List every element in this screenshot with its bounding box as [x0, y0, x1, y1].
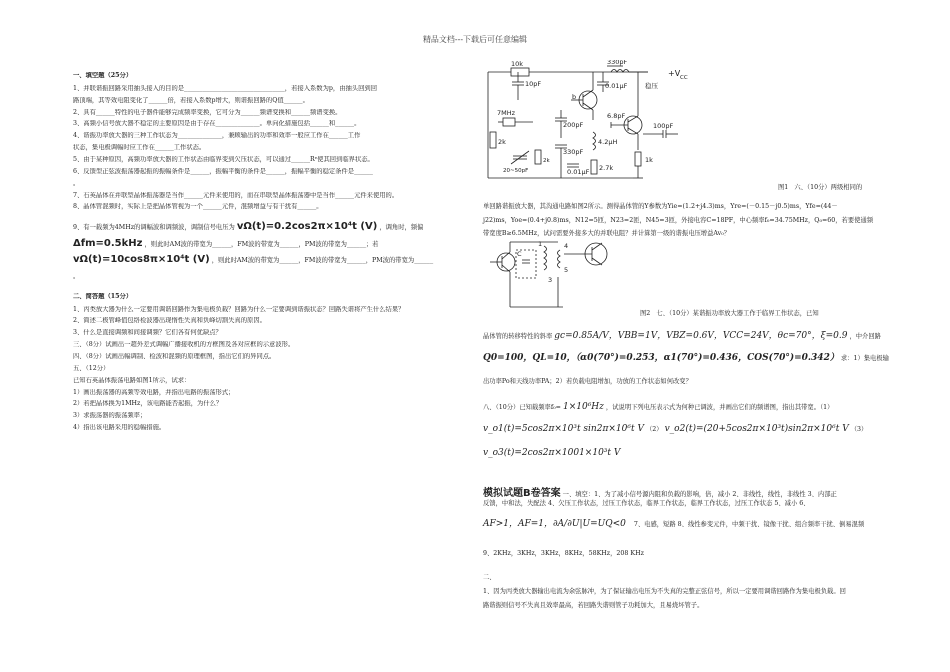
question-3: 3、高频小信号放大器不稳定的主要原因是由于存在______________。单向化措施包括______和______。 — [73, 120, 361, 128]
fig1-label-2k-left: 2k — [498, 138, 506, 146]
section-5-item-3: 3）求振荡器的振荡频率； — [73, 412, 147, 420]
answer-title: 模拟试题B卷答案 — [483, 488, 561, 499]
question-6b: 。 — [73, 179, 80, 187]
short-answer-3: 3、什么是直接调频和间接调频？它们各有何优缺点？ — [73, 329, 222, 337]
answer-line-3 — [483, 516, 864, 529]
answer-fill-in-1: 一、填空：1、为了减小信号源内阻和负载的影响，倍，减小 2、非线性，线性，非线性 3、内部正 — [562, 491, 837, 498]
fig1-label-001uf: 0.01μF — [605, 82, 628, 90]
answer-fill-in-2: 反馈，中和法，失配法 4、欠压工作状态，过压工作状态，临界工作状态，临界工作状态，过压工作状态 5、减小 6、 — [483, 500, 810, 507]
question-9a-end: ，调角时，频偏 — [379, 224, 424, 232]
answer-fill-in-3: 7、电感，短路 8、线性参变元件，中频干扰、镜像干扰、组合频率干扰、倒易混频 — [633, 521, 865, 528]
answer-short-1a: 1、因为丙类放大器输出电流为余弦脉冲，为了保证输出电压为不失真的完整正弦信号，所以一定要用调谐回路作为集电极负载。回 — [483, 588, 846, 595]
question-7-line-a — [483, 328, 881, 341]
question-6-text-b: j22)ms，Yoe=(0.4+j0.8)ms，N12=5匝，N23=2匝，N45=3匝，外接电容C=18PF，中心频率f₀=34.75MHz，Q₀=60，若要使通频 — [483, 217, 874, 224]
question-7-expr2: Q0=100，QL=10，（α0(70°)=0.253，α1(70°)=0.436，COS(70°)=0.342） — [483, 353, 839, 363]
answer-line-1 — [483, 484, 837, 499]
section-5-item-4: 4）指出该电路采用的稳幅措施。 — [73, 424, 166, 432]
section-4: 四、（8分）试画出幅调制、检波和混频的原理框图，指出它们的异同点。 — [73, 352, 276, 360]
question-7-line-b — [483, 350, 889, 363]
fig1-label-10k: 10k — [511, 60, 524, 68]
section-short-answer-title: 二、简答题（15分） — [73, 292, 133, 300]
question-9c — [73, 254, 468, 267]
question-8-eq2: v_o2(t)=(20+5cos2π×10³t)sin2π×10⁶t V — [664, 424, 849, 434]
fig2-label-1: 1 — [538, 240, 543, 248]
left-column — [73, 64, 468, 436]
question-9c-text: ，则此时AM波的带宽为______，FM波的带宽为______，PM波的带宽为______ — [211, 257, 434, 265]
section-fill-in-title: 一、填空题（25分） — [73, 72, 133, 79]
question-8-eq1: v_o1(t)=5cos2π×10³t sin2π×10⁶t V — [483, 424, 644, 434]
answer-short-1b: 路谐振则信号不失真且效率最高，若回路失谐则管子功耗加大，且易烧坏管子。 — [483, 602, 704, 609]
question-9b — [73, 238, 468, 251]
fig1-label-7mhz: 7MHz — [497, 109, 516, 117]
figure-2-caption: 图2 — [640, 310, 651, 317]
question-8-eq-line — [483, 424, 867, 434]
short-answer-2: 2、简述二极管峰值包络检波器出现惰性失真和负峰切割失真的原因。 — [73, 317, 266, 325]
fig2-label-4: 4 — [564, 242, 569, 250]
question-4a: 4、谐振功率放大器的三种工作状态为______________，兼顾输出的功率和效率一般应工作在______工作 — [73, 132, 361, 140]
short-answer-1: 1、丙类放大器为什么一定要用调谐回路作为集电极负载？回路为什么一定要调到谐振状态？回路失谐将产生什么结果？ — [73, 305, 405, 313]
section-5-item-2: 2）若把晶体换为1MHz，该电路能否起振，为什么？ — [73, 400, 223, 408]
section-5: 五、（12分） — [73, 364, 110, 372]
question-8: 8、晶体管混频时，实际上是把晶体管视为一个______元件，混频增益与有干扰有______。 — [73, 203, 323, 211]
question-9a — [73, 221, 468, 234]
question-7-text-b-end: 求：1）集电极输 — [840, 355, 889, 362]
fig1-label-27k: 2.7k — [599, 164, 614, 172]
question-8-text: ，试说明下列电压表示式为何种已调波，并画出它们的频谱图，指出其带宽。（1） — [605, 404, 834, 411]
question-8-eq1-num: （2） — [645, 426, 663, 433]
figure-1-caption-line — [778, 182, 862, 191]
section-3: 三、（8分）试画出一超外差式调幅广播接收机的方框图及各对应框的示意波形。 — [73, 341, 295, 349]
question-5: 5、由于某种原因，高频功率放大器的工作状态由临界变到欠压状态，可以通过______Rᵉ使其回到临界状态。 — [73, 156, 374, 164]
fig2-label-3: 3 — [548, 276, 553, 284]
fig1-label-trimmer: 20~50pF — [503, 168, 529, 174]
question-9-expr3: vΩ(t)=10cos8π×10⁴t (V) — [73, 254, 210, 266]
question-9b-text: ，则此时AM波的带宽为______，FM波的带宽为______，PM波的带宽为______；若 — [144, 240, 379, 248]
figure-2-caption-line — [640, 308, 819, 317]
question-8-line — [483, 402, 833, 412]
fig1-label-330pf-mid: 330pF — [563, 148, 584, 156]
question-7-expr1: gc=0.85A/V，VBB=1V，VBZ=0.6V，VCC=24V，θc=70°，ξ=0.9 — [554, 331, 848, 341]
fig1-label-vplus: +V — [668, 69, 681, 78]
fig1-label-1k: 1k — [645, 156, 653, 164]
question-8-eq2-num: （3） — [850, 426, 868, 433]
question-9d: 。 — [73, 272, 80, 280]
question-1b: 路顶端，其等效电阻变化了______倍，若接入系数p增大，则谐振回路的Q值______。 — [73, 96, 309, 104]
page-header: 精品文档---下载后可任意编辑 — [422, 35, 528, 44]
fig1-label-330pf-top: 330pF — [607, 60, 628, 66]
question-7: 7、石英晶体在并联型晶体振荡器是当作______元件来使用的，而在串联型晶体振荡器中是当作______元件来使用的。 — [73, 191, 399, 199]
question-8-title: 八、（10分）已知载频率f₀= — [483, 404, 561, 411]
fig2-label-5: 5 — [564, 266, 569, 274]
fig1-label-10pf: 10pF — [525, 80, 542, 88]
section-5-item-1: 1）画出振荡器的高频等效电路，并指出电路的振荡形式； — [73, 388, 235, 396]
question-6-title: 六、（10分）两级相同的 — [794, 184, 863, 191]
fig1-label-regulator: 稳压 — [645, 82, 658, 90]
fig1-label-b: b — [572, 93, 577, 101]
fig2-label-c: C — [517, 250, 522, 258]
question-6: 6、反馈型正弦波振荡器起振的振幅条件是______，振幅平衡的条件是______，振幅平衡的稳定条件是______ — [73, 167, 373, 175]
question-4b: 状态，集电极调幅时应工作在______工作状态。 — [73, 144, 206, 152]
answer-expr: AF>1，AF=1，∂A/∂U|U=UQ<0 — [483, 519, 626, 529]
question-7-text-c: 出功率Po和天线功率PA；2）若负载电阻增加，功放的工作状态如何改变？ — [483, 378, 692, 385]
question-6-text-a: 单回路谐振放大器，其沟通电路如图2所示。测得晶体管的Y参数为Yie=(1.2+j4.3)ms，Yre=(－0.15－j0.5)ms，Yfe=(44－ — [483, 203, 838, 210]
question-7-title: 七、（10分）某谐振功率放大器工作于临界工作状态，已知 — [656, 310, 819, 317]
figure-2-circuit — [488, 232, 623, 312]
answer-section-2-title: 二、 — [483, 574, 496, 581]
question-2: 2、具有______特性的电子器件能够完成频率变换，它可分为______频谱变换和______频谱变换。 — [73, 108, 342, 116]
question-7-text-a: 晶体管的转移特性的斜率 — [483, 333, 553, 340]
question-9-expr2: Δfm=0.5kHz — [73, 237, 143, 249]
figure-1-caption: 图1 — [778, 184, 789, 191]
question-9-expr1: vΩ(t)=0.2cos2π×10⁴t (V) — [236, 221, 378, 233]
fig1-label-200pf: 200pF — [563, 121, 584, 129]
question-6-text-c: 带宽度B≥6.5MHz，试问需要外接多大的并联电阻？并计算第一级的谐振电压增益Av₀？ — [483, 230, 731, 237]
answer-fill-in-4: 9、2KHz，3KHz，3KHz，8KHz，58KHz，208 KHz — [483, 550, 644, 557]
fig1-label-2k-small: 2k — [543, 158, 550, 164]
question-8-eq3-line — [483, 448, 620, 458]
figure-1-circuit — [483, 60, 713, 185]
question-1a: 1、并联谐振回路采用抽头接入的目的是________________________________，若接入系数为p，由抽头回到回 — [73, 84, 377, 92]
fig1-label-100pf: 100pF — [653, 122, 674, 130]
fig1-label-vcc: CC — [680, 75, 688, 81]
fig1-label-001uf-bottom: 0.01μF — [567, 168, 590, 176]
fig1-label-68pf: 6.8pF — [607, 112, 626, 120]
question-7-text-a-end: ，中介回路 — [849, 333, 881, 340]
fig1-label-42uh: 4.2μH — [598, 138, 618, 146]
question-8-eq3: v_o3(t)=2cos2π×1001×10³t V — [483, 448, 621, 458]
section-5-intro: 已知石英晶体振荡电路如图1所示，试求： — [73, 376, 191, 384]
question-8-freq: 1×10⁶Hz — [562, 402, 604, 412]
question-9a-text: 9、有一载频为4MHz的调幅波和调频波，调制信号电压为 — [73, 224, 235, 232]
